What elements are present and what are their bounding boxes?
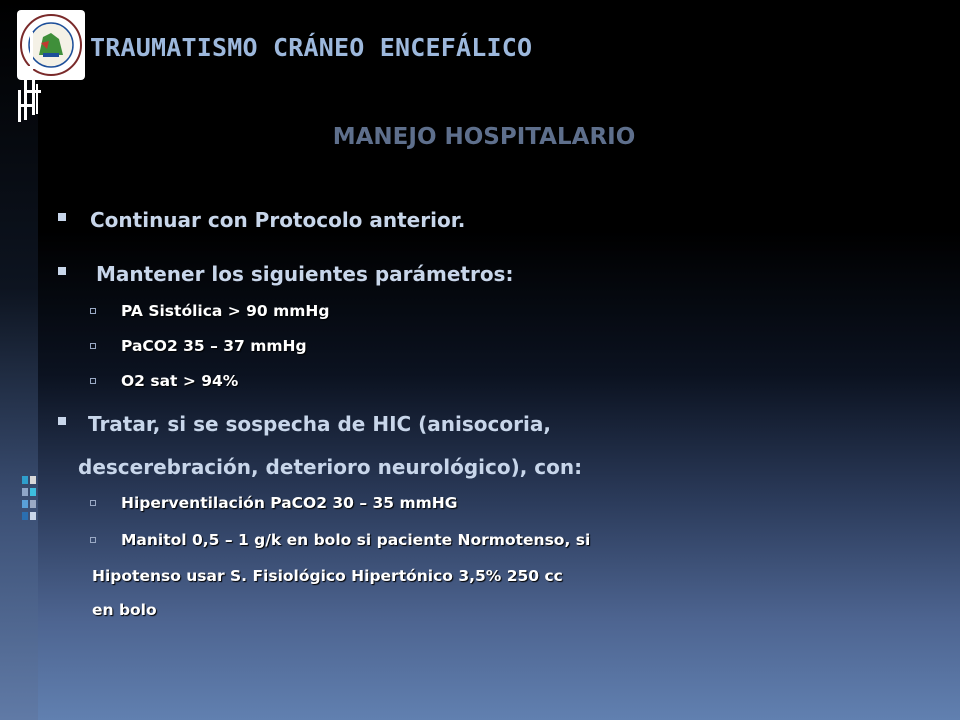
- slide-subtitle: MANEJO HOSPITALARIO: [332, 124, 636, 150]
- sub-bullet-o2sat: [90, 372, 238, 390]
- bullet-text: Mantener los siguientes parámetros:: [96, 262, 514, 286]
- sub-bullet-text: PaCO2 35 – 37 mmHg: [121, 337, 307, 355]
- hollow-square-bullet-icon: [90, 537, 96, 543]
- hollow-square-bullet-icon: [90, 343, 96, 349]
- sub-bullet-text: Hiperventilación PaCO2 30 – 35 mmHG: [121, 494, 458, 512]
- bullet-mantener: [58, 262, 513, 286]
- sub-bullet-manitol-continuation-2: en bolo: [92, 601, 157, 619]
- bullet-tratar: [58, 412, 551, 436]
- bullet-tratar-continuation: descerebración, deterioro neurológico), con:: [78, 455, 583, 479]
- sub-bullet-text: O2 sat > 94%: [121, 372, 239, 390]
- slide-background: [38, 0, 960, 720]
- hollow-square-bullet-icon: [90, 308, 96, 314]
- sub-bullet-manitol-continuation-1: Hipotenso usar S. Fisiológico Hipertónico 3,5% 250 cc: [92, 567, 563, 585]
- sub-bullet-pa: [90, 302, 329, 320]
- sub-bullet-text: PA Sistólica > 90 mmHg: [121, 302, 330, 320]
- hollow-square-bullet-icon: [90, 378, 96, 384]
- bullet-text: Continuar con Protocolo anterior.: [90, 208, 466, 232]
- decorative-title-bars: [0, 0, 120, 130]
- hollow-square-bullet-icon: [90, 500, 96, 506]
- sub-bullet-manitol: [90, 531, 590, 549]
- sub-bullet-paco2: [90, 337, 307, 355]
- sub-bullet-hiperventilacion: [90, 494, 457, 512]
- square-bullet-icon: [58, 417, 66, 425]
- bullet-text: Tratar, si se sospecha de HIC (anisocoria,: [88, 412, 551, 436]
- bullet-continuar: [58, 208, 465, 232]
- square-bullet-icon: [58, 213, 66, 221]
- slide-title: TRAUMATISMO CRÁNEO ENCEFÁLICO: [90, 33, 533, 62]
- decorative-color-squares: [22, 476, 38, 524]
- square-bullet-icon: [58, 267, 66, 275]
- sub-bullet-text: Manitol 0,5 – 1 g/k en bolo si paciente Normotenso, si: [121, 531, 591, 549]
